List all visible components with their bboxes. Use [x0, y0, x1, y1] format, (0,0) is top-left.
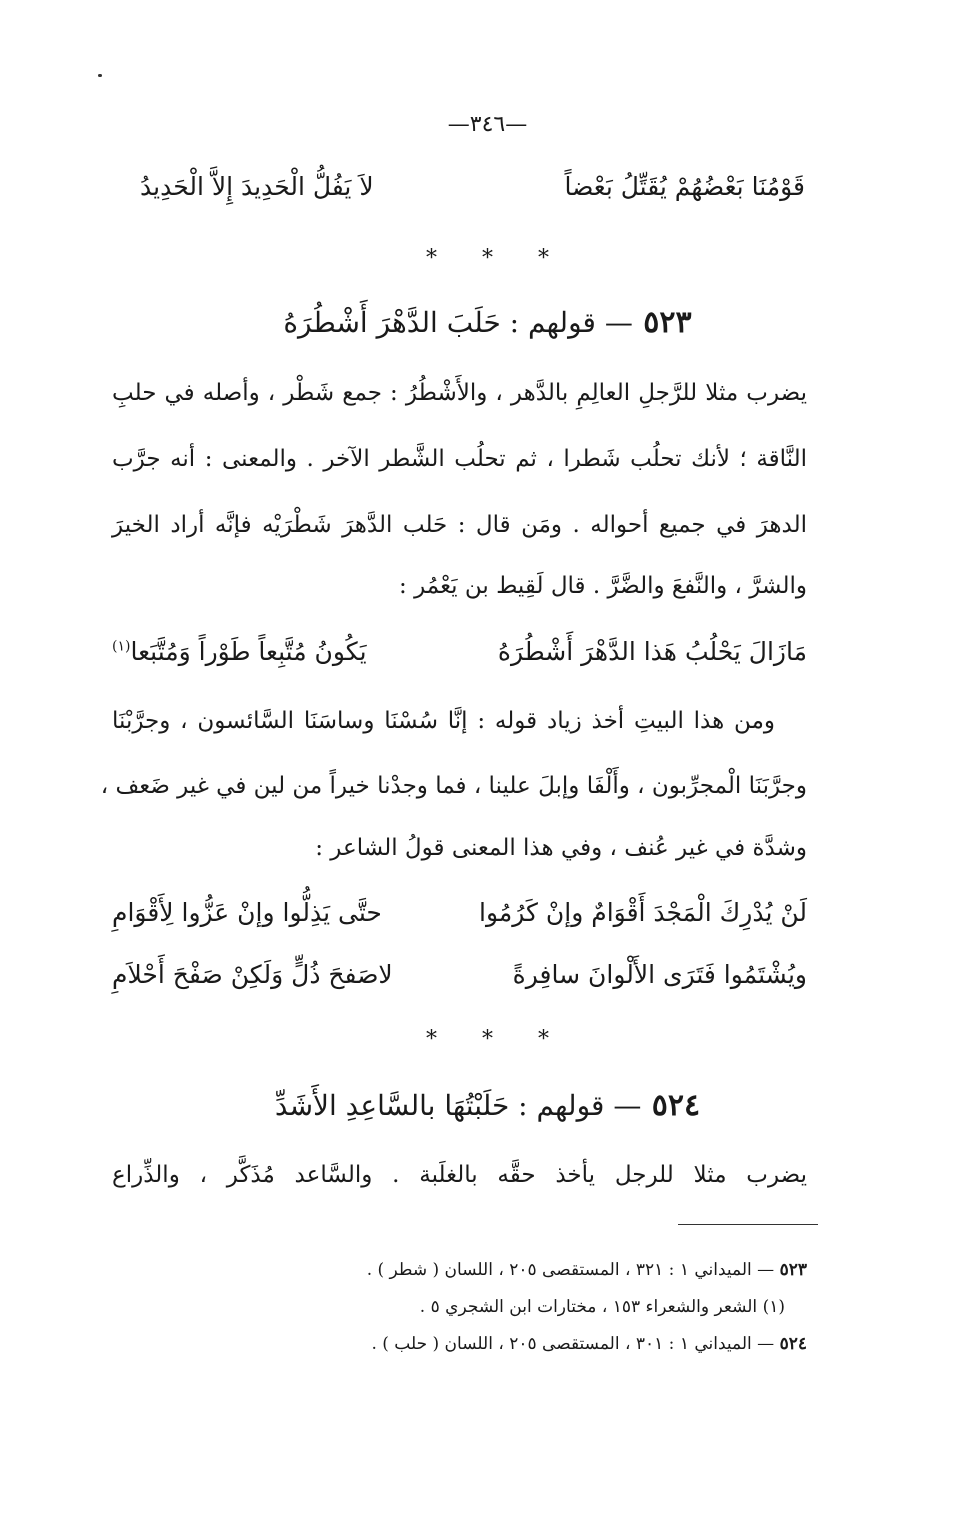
footnote-523-text: — الميداني ١ : ٣٢١ ، المستقصى ٢٠٥ ، اللسان ( شطر ) .: [366, 1260, 775, 1280]
entry-523-line-6: وجرَّبَنَا الْمجرِّبون ، وأَلْفَا وإبلَ علينا ، فما وجدْنا خيراً من لين في غير ضَعف ،: [100, 773, 807, 799]
entry-523-verse-left-wrap: [112, 637, 367, 666]
poem-line-1-left: حتَّى يَذِلُّوا وإنْ عَزُّوا لِأَقْوَامِ: [112, 898, 382, 927]
footnote-524-num: ٥٢٤: [779, 1334, 807, 1354]
footnote-523-num: ٥٢٣: [779, 1260, 807, 1280]
entry-523-line-5: ومن هذا البيتِ أخذ زياد قوله : إنَّا سُسْنَا وساسَنَا السَّائسون ، وجرَّبْنَا: [112, 708, 775, 734]
separator-stars: * * *: [426, 246, 549, 271]
entry-523-line-3: الدهرَ في جميع أحواله . ومَن قال : حَلب الدَّهرَ شَطْرَيْه فإنَّه أراد الخيرَ: [112, 512, 807, 538]
footnote-523: [290, 1260, 807, 1280]
entry-523-title: — قولهم : حَلَبَ الدَّهْرَ أَشْطُرَهُ: [283, 306, 633, 339]
entry-524-title: — قولهم : حَلَبْتُهَا بالسَّاعِدِ الأَشَدِّ: [274, 1089, 642, 1122]
entry-523-number: ٥٢٣: [643, 305, 692, 340]
entry-523-line-2: النَّاقة ؛ لأنك تحلُب شَطرا ، ثم تحلُب الشَّطر الآخر . والمعنى : أنه جرَّب: [112, 446, 807, 472]
footnote-1-text: الشعر والشعراء ١٥٣ ، مختارات ابن الشجري ٥ .: [419, 1297, 758, 1317]
entry-524-line-1: يضرب مثلا للرجل يأخذ حقَّه بالغلَبة . والسَّاعد مُذَكَّر ، والذِّراع: [112, 1162, 807, 1188]
entry-524-number: ٥٢٤: [651, 1088, 701, 1123]
footnote-1-num: (١): [762, 1297, 785, 1317]
entry-523-line-7: وشدَّة في غير عُنف ، وفي هذا المعنى قولُ الشاعر :: [315, 835, 807, 861]
footnote-ref-1: (١): [112, 638, 131, 655]
poem-line-2-left: لاصَفحَ ذُلٍّ وَلَكِنْ صَفْحَ أَحْلاَمِ: [112, 960, 393, 989]
entry-523-verse-right: مَازَالَ يَحْلُبُ هَذا الدَّهْرَ أَشْطُرَهُ: [497, 637, 807, 666]
top-verse-right: قَوْمُنَا بَعْضُهُمْ يُقَتِّلُ بَعْضاً: [564, 172, 805, 201]
footnote-524: [290, 1334, 807, 1354]
entry-523-line-4: والشرَّ ، والنَّفعَ والضَّرَّ . قال لَقِيط بن يَعْمُر :: [399, 573, 807, 599]
footnote-524-text: — الميداني ١ : ٣٠١ ، المستقصى ٢٠٥ ، اللسان ( حلب ) .: [371, 1334, 775, 1354]
poem-line-2-right: ويُشْتَمُوا فَتَرَى الأَلْوانَ سافِرةً: [512, 960, 807, 989]
top-verse-left: لاَ يَفُلُّ الْحَدِيدَ إِلاَّ الْحَدِيدُ: [140, 172, 374, 201]
entry-523-line-1: يضرب مثلا للرَّجلِ العالِمِ بالدَّهر ، والأَشْطُرُ : جمع شَطْر ، وأصله في حلبِ: [112, 380, 807, 406]
ink-speck: [98, 74, 102, 77]
entry-524-heading: [100, 1088, 875, 1123]
separator-stars-2: * * *: [426, 1027, 549, 1052]
entry-523-heading: [100, 305, 875, 340]
entry-523-verse-left: يَكُونُ مُتَّبِعاً طَوْراً وَمُتَّبَعا: [130, 637, 367, 666]
footnote-1: [290, 1297, 785, 1317]
page-number: —٣٤٦—: [447, 112, 528, 137]
footnote-rule: [678, 1224, 818, 1225]
poem-line-1-right: لَنْ يُدْرِكَ الْمَجْدَ أَقْوَامٌ وإنْ كَرُمُوا: [479, 898, 807, 927]
